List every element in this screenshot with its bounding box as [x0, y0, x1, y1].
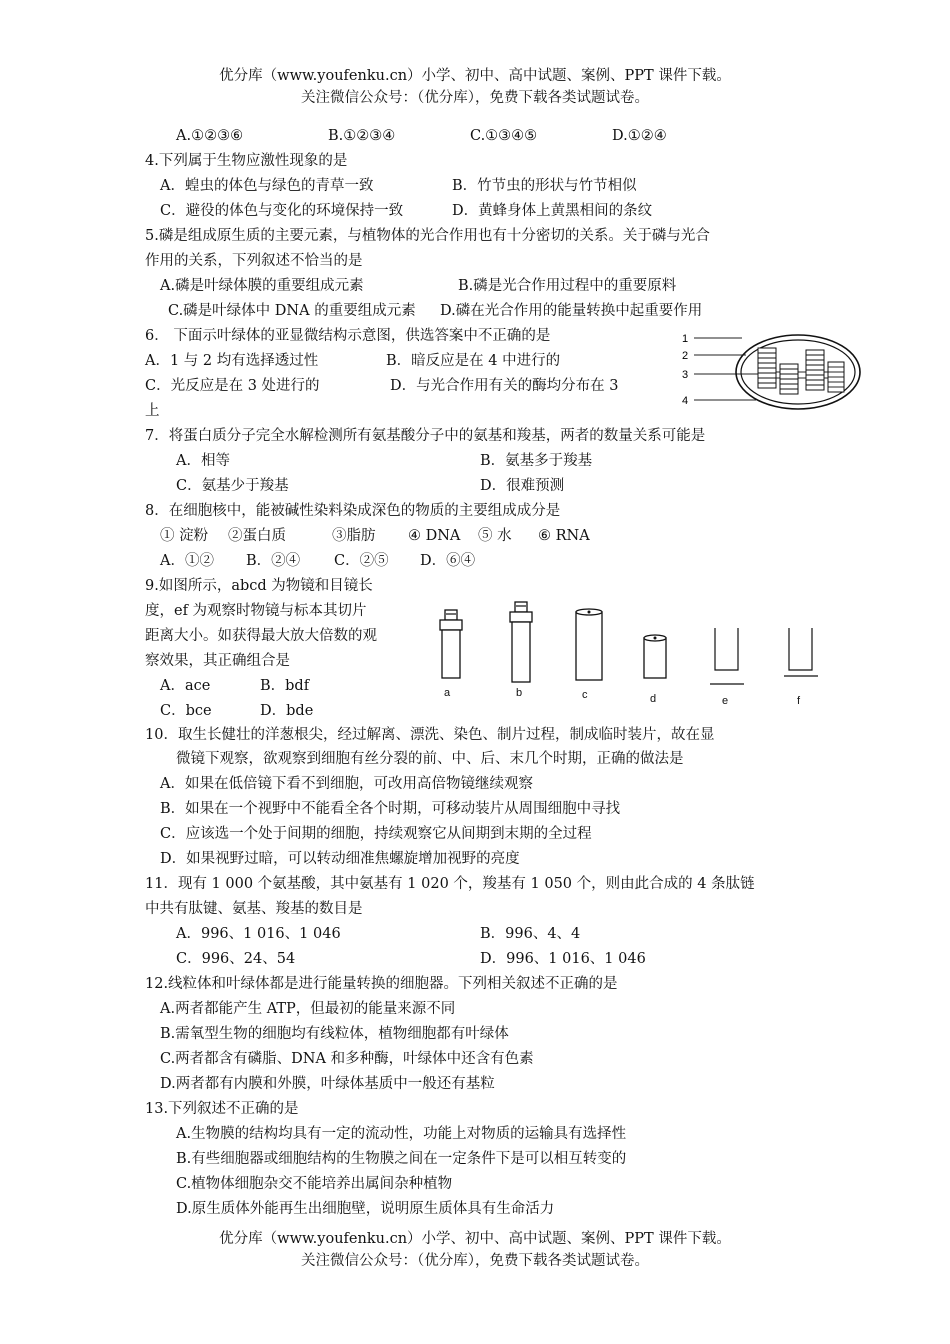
q12-option-c: C.两者都含有磷脂、DNA 和多种酶，叶绿体中还含有色素	[160, 1051, 534, 1067]
q6-option-b: B．暗反应是在 4 中进行的	[386, 353, 561, 369]
q5-option-d: D.磷在光合作用的能量转换中起重要作用	[440, 303, 703, 319]
q6-option-d: D．与光合作用有关的酶均分布在 3	[390, 378, 619, 394]
q8-option-a: A．①②	[160, 553, 214, 569]
q10-stem-line-2: 微镜下观察，欲观察到细胞有丝分裂的前、中、后、末几个时期，正确的做法是	[176, 751, 684, 767]
footer-line-2: 关注微信公众号：（优分库），免费下载各类试题试卷。	[301, 1253, 649, 1269]
q11-option-c: C．996、24、54	[176, 951, 296, 967]
q4-option-d: D．黄蜂身体上黄黑相间的条纹	[452, 203, 653, 219]
lens-label-a: a	[444, 687, 451, 699]
q8-item-3: ③脂肪	[332, 528, 376, 544]
q10-stem-line-1: 10．取生长健壮的洋葱根尖，经过解离、漂洗、染色、制片过程，制成临时装片，故在显	[145, 727, 715, 743]
q13-option-d: D.原生质体外能再生出细胞壁，说明原生质体具有生命活力	[176, 1201, 555, 1217]
q9-stem-line-3: 距离大小。如获得最大放大倍数的观	[145, 628, 377, 644]
q12-option-a: A.两者都能产生 ATP，但最初的能量来源不同	[160, 1001, 456, 1017]
q13-option-a: A.生物膜的结构均具有一定的流动性，功能上对物质的运输具有选择性	[176, 1126, 627, 1142]
chloroplast-label-2: 2	[682, 350, 689, 362]
q11-option-d: D．996、1 016、1 046	[480, 951, 646, 967]
q7-option-d: D．很难预测	[480, 478, 565, 494]
chloroplast-diagram	[676, 328, 866, 418]
header-line-1: 优分库（www.youfenku.cn）小学、初中、高中试题、案例、PPT 课件下载。	[219, 68, 731, 84]
q13-stem: 13.下列叙述不正确的是	[145, 1101, 299, 1117]
q5-option-b: B.磷是光合作用过程中的重要原料	[458, 278, 677, 294]
q9-option-a: A．ace	[160, 678, 211, 694]
q4-option-b: B．竹节虫的形状与竹节相似	[452, 178, 637, 194]
q4-option-a: A．蝗虫的体色与绿色的青草一致	[160, 178, 374, 194]
q11-option-b: B．996、4、4	[480, 926, 581, 942]
q6-option-d-cont: 上	[145, 403, 160, 419]
q12-option-b: B.需氧型生物的细胞均有线粒体，植物细胞都有叶绿体	[160, 1026, 509, 1042]
chloroplast-label-1: 1	[682, 333, 689, 345]
q5-option-c: C.磷是叶绿体中 DNA 的重要组成元素	[168, 303, 416, 319]
q7-option-c: C．氨基少于羧基	[176, 478, 289, 494]
q7-stem: 7．将蛋白质分子完全水解检测所有氨基酸分子中的氨基和羧基，两者的数量关系可能是	[145, 428, 706, 444]
q5-stem-line-2: 作用的关系，下列叙述不恰当的是	[145, 253, 363, 269]
q9-stem-line-4: 察效果，其正确组合是	[145, 653, 290, 669]
q9-option-b: B．bdf	[260, 678, 310, 694]
q8-item-5: ⑤ 水	[478, 528, 512, 544]
lens-label-b: b	[516, 687, 523, 699]
q13-option-b: B.有些细胞器或细胞结构的生物膜之间在一定条件下是可以相互转变的	[176, 1151, 627, 1167]
q8-option-c: C．②⑤	[334, 553, 389, 569]
q10-option-a: A．如果在低倍镜下看不到细胞，可改用高倍物镜继续观察	[160, 776, 533, 792]
q10-option-c: C．应该选一个处于间期的细胞，持续观察它从间期到末期的全过程	[160, 826, 592, 842]
lens-label-f: f	[797, 695, 801, 707]
lens-label-c: c	[582, 689, 588, 701]
q6-option-c: C．光反应是在 3 处进行的	[145, 378, 320, 394]
q11-option-a: A．996、1 016、1 046	[176, 926, 341, 942]
q3-option-c: C.①③④⑤	[470, 128, 538, 144]
q9-option-c: C．bce	[160, 703, 212, 719]
q8-item-2: ②蛋白质	[228, 528, 286, 544]
q6-stem: 6． 下面示叶绿体的亚显微结构示意图，供选答案中不正确的是	[145, 328, 551, 344]
q11-stem-line-2: 中共有肽键、氨基、羧基的数目是	[145, 901, 363, 917]
q5-option-a: A.磷是叶绿体膜的重要组成元素	[160, 278, 364, 294]
q8-stem: 8．在细胞核中，能被碱性染料染成深色的物质的主要组成成分是	[145, 503, 561, 519]
q4-stem: 4.下列属于生物应激性现象的是	[145, 153, 348, 169]
q8-item-1: ① 淀粉	[160, 528, 209, 544]
q5-stem-line-1: 5.磷是组成原生质的主要元素，与植物体的光合作用也有十分密切的关系。关于磷与光合	[145, 228, 710, 244]
q9-option-d: D．bde	[260, 703, 314, 719]
q8-item-4: ④ DNA	[408, 528, 461, 544]
q11-stem-line-1: 11．现有 1 000 个氨基酸，其中氨基有 1 020 个，羧基有 1 050 个，则由此合成的 4 条肽链	[145, 876, 755, 892]
q3-option-a: A.①②③⑥	[176, 128, 244, 144]
microscope-lens-diagram	[430, 598, 840, 710]
q3-option-d: D.①②④	[612, 128, 667, 144]
q9-stem-line-2: 度，ef 为观察时物镜与标本其切片	[145, 603, 367, 619]
q6-option-a: A．1 与 2 均有选择透过性	[145, 353, 319, 369]
q10-option-d: D．如果视野过暗，可以转动细准焦螺旋增加视野的亮度	[160, 851, 520, 867]
lens-label-d: d	[650, 693, 657, 705]
q4-option-c: C．避役的体色与变化的环境保持一致	[160, 203, 404, 219]
q8-option-d: D．⑥④	[420, 553, 476, 569]
chloroplast-label-4: 4	[682, 395, 689, 407]
q13-option-c: C.植物体细胞杂交不能培养出属间杂种植物	[176, 1176, 453, 1192]
q3-option-b: B.①②③④	[328, 128, 396, 144]
q8-option-b: B．②④	[246, 553, 301, 569]
q10-option-b: B．如果在一个视野中不能看全各个时期，可移动装片从周围细胞中寻找	[160, 801, 621, 817]
q12-option-d: D.两者都有内膜和外膜，叶绿体基质中一般还有基粒	[160, 1076, 495, 1092]
chloroplast-label-3: 3	[682, 369, 689, 381]
lens-label-e: e	[722, 695, 729, 707]
header-line-2: 关注微信公众号：（优分库），免费下载各类试题试卷。	[301, 90, 649, 106]
q12-stem: 12.线粒体和叶绿体都是进行能量转换的细胞器。下列相关叙述不正确的是	[145, 976, 618, 992]
footer-line-1: 优分库（www.youfenku.cn）小学、初中、高中试题、案例、PPT 课件下载。	[219, 1231, 731, 1247]
q7-option-b: B．氨基多于羧基	[480, 453, 593, 469]
q7-option-a: A．相等	[176, 453, 230, 469]
q8-item-6: ⑥ RNA	[538, 528, 590, 544]
q9-stem-line-1: 9.如图所示，abcd 为物镜和目镜长	[145, 578, 373, 594]
